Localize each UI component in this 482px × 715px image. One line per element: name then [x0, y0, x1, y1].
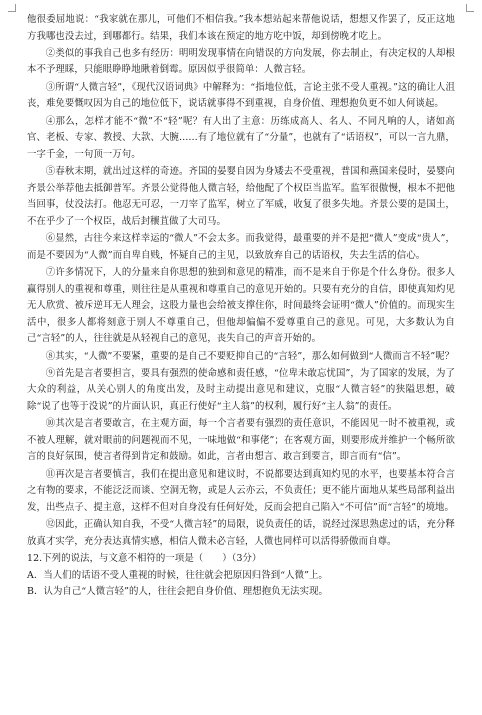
- page-corner-mark-left: [8, 4, 16, 12]
- paragraph-9: ⑨首先是言者要担言，要具有强烈的使命感和责任感，“位卑未敢忘忧国”，为了国家的发展，为了大众的利益，从关心别人的角度出发，及时主动提出意见和建议，克服“人微言轻”的狭隘思想，破除“说了也等于没说”的片面认识，真正行使好“主人翁”的权利，履行好“主人翁”的责任。: [27, 367, 455, 412]
- page-corner-mark-right: [466, 4, 474, 12]
- paragraph-8: ⑧其实，“人微”不要紧，重要的是自己不要贬抑自己的“言轻”，那么如何做到“人微而言不轻”呢？: [45, 350, 455, 362]
- paragraph-10: ⑩其次是言者要敢言，在主观方面，每一个言者要有强烈的责任意识，不能因见一时不被重视，或不被人理解，就对眼前的问题视而不见，一味地做“和事佬”；在客观方面，则要形成并维护一个畅所欲言的良好氛围，使言者得到肯定和鼓励。如此，言者由想言、敢言到要言，即言而有“信”。: [27, 418, 455, 463]
- paragraph-3: ③所谓“人微言轻”，《现代汉语词典》中解释为：“指地位低，言论主张不受人重视。”这的确让人沮丧，难免要慨叹因为自己的地位低下，说话就事得不到重视，自身价值、理想抱负更不如人何谈起。: [27, 81, 455, 110]
- paragraph-5: ⑤春秋末期，就出过这样的奇迹。齐国的晏婴自因为身矮去不受重视，普国和燕国来侵时，晏婴向齐景公举荐他去抵御普军。齐景公觉得他人微言轻，给他配了个权臣当监军。监军很傲慢，根本不把他当回事，仗没法打。他忍无可忍，一刀宰了监军，树立了军威，收复了很多失地。齐景公要的是国土，不在乎少了一个权臣，战后封穰苴做了大司马。: [27, 166, 455, 227]
- option-b: B．认为自己“人微言轻”的人，往往会把自身价值、理想抱负无法实现。: [27, 586, 329, 598]
- paragraph-6: ⑥显然，古往今来这样幸运的“微人”不会太多。而我觉得，最重要的并不是把“微人”变成“贵人”，而是不要因为“人微”而自卑自贱，怀疑自己的主见，以致放弃自己的话语权，失去生活的信心。: [27, 233, 455, 261]
- paragraph-11: ⑪再次是言者要慎言，我们在提出意见和建议时，不说都要达到真知灼见的水平，也要基本符合言之有物的要求，不能泛泛而谈、空洞无物，或是人云亦云，不负责任；更不能片面地从某些局部利益出发，出些点子、提主意，这样不但对自身没有任何好处，反而会把自己陷入“不可信”而“言轻”的境地。: [27, 468, 455, 513]
- paragraph-7: ⑦许多情况下，人的分量来自你思想的独到和意见的精准，而不是来自于你是个什么身份。很多人赢得别人的重视和尊重，则往往是从重视和尊重自己的意见开始的。只要有充分的自信，即使真知灼见无人欣赏、被斥逆耳无人理会，这股力量也会给被支撑住你，时间最终会证明“微人”价值的。而现实生活中，很多人都将刻意于别人不尊重自己，但他却偏偏不爱尊重自己的意见。可见，大多数认为自己“言轻”的人，往往就是从轻视自己的意见，丧失自己的声音开始的。: [27, 266, 455, 345]
- paragraph-2: ②类似的事我自己也多有经历：明明发现事情在向错误的方向发展，你去制止，有决定权的人却根本不予理睬，只能眼睁睁地瞅着倒霉。原因似乎很简单：人微言轻。: [27, 47, 455, 76]
- paragraph-4: ④那么，怎样才能不“微”不“轻”呢？有人出了主意：历练成高人、名人、不同凡响的人，诸如高官、老板、专家、教授、大款、大腕……有了地位就有了“分量”，也就有了“话语权”，可以一言九鼎，一字千金，一句顶一万句。: [27, 115, 455, 160]
- paragraph-12: ⑫因此，正确认知自我，不受“人微言轻”的局限，说负责任的话，说经过深思熟虑过的话，充分释放真才实学，充分表达真情实感，相信人微未必言轻，人微也同样可以活得骄傲而自尊。: [27, 519, 455, 547]
- question-stem: 12.下列的说法，与文意不相符的一项是（ ）（3分）: [27, 553, 262, 565]
- document-page: [27, 12, 455, 601]
- article-body: [27, 12, 455, 550]
- option-a: A．当人们的话语不受人重视的时候，往往就会把原因归咎到“人微”上。: [27, 569, 328, 581]
- question-block: [27, 551, 455, 601]
- paragraph-1-continued: 他很委屈地说：“我家就在那儿，可他们不相信我。”我本想站起来帮他说话，想想又作罢了，反正这地方我哪也没去过，到哪都行。结果，我们本该在预定的地方吃中饭，却到傍晚才吃上。: [27, 14, 455, 42]
